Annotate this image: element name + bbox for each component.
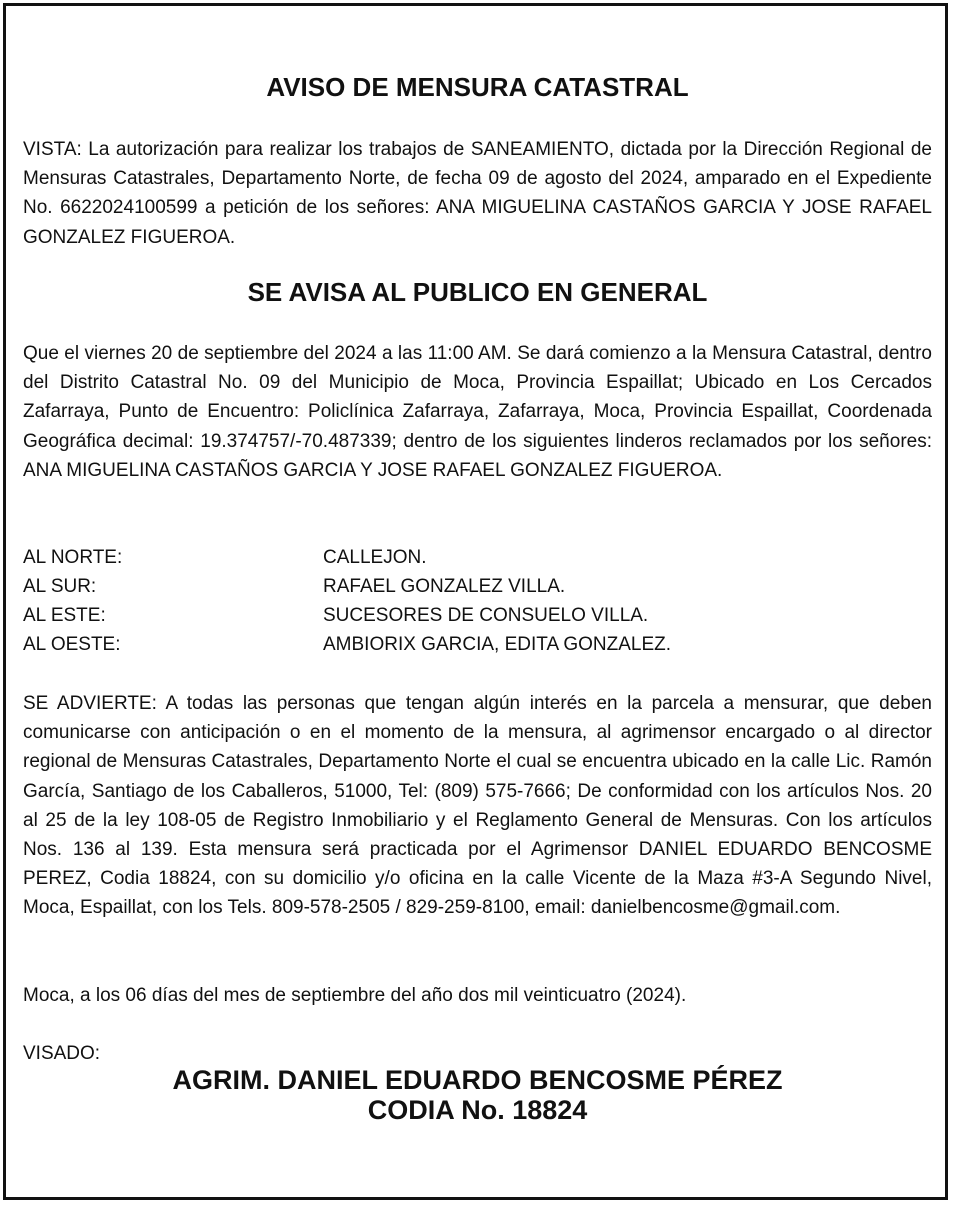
boundary-label: AL SUR: — [23, 576, 97, 597]
boundary-label: AL ESTE: — [23, 605, 106, 626]
warning-paragraph: SE ADVIERTE: A todas las personas que tengan algún interés en la parcela a mensurar, que deben comunicarse con anticipación o en el momento de la mensura, al agrimensor encargado o al director regional de Mensuras Catastrales, Departamento Norte el cual se encuentra ubicado en la calle Lic. Ramón García, Santiago de los Caballeros, 51000, Tel: (809) 575-7666; De conformidad con los artículos Nos. 20 al 25 de la ley 108-05 de Registro Inmobiliario y el Reglamento General de Mensuras. Con los artículos Nos. 136 al 139. Esta mensura será practicada por el Agrimensor DANIEL EDUARDO BENCOSME PEREZ, Codia 18824, con su domicilio y/o oficina en la calle Vicente de la Maza #3-A Segundo Nivel, Moca, Espaillat, con los Tels. 809-578-2505 / 829-259-8100, email: danielbencosme@gmail.com. — [23, 693, 932, 919]
signatory-name: AGRIM. DANIEL EDUARDO BENCOSME PÉREZ — [172, 1065, 783, 1095]
boundary-east — [23, 601, 932, 630]
boundary-value: SUCESORES DE CONSUELO VILLA. — [323, 605, 649, 626]
notice-title: AVISO DE MENSURA CATASTRAL — [266, 72, 689, 102]
boundary-south — [23, 572, 932, 601]
signatory-codia: CODIA No. 18824 — [367, 1095, 588, 1125]
visado-label: VISADO: — [23, 1043, 101, 1064]
notice-paragraph: Que el viernes 20 de septiembre del 2024 a las 11:00 AM. Se dará comienzo a la Mensura Catastral, dentro del Distrito Catastral No. 09 del Municipio de Moca, Provincia Espaillat; Ubicado en Los Cercados Zafarraya, Punto de Encuentro: Policlínica Zafarraya, Zafarraya, Moca, Provincia Espaillat, Coordenada Geográfica decimal: 19.374757/-70.487339; dentro de los siguientes linderos reclamados por los señores: ANA MIGUELINA CASTAÑOS GARCIA Y JOSE RAFAEL GONZALEZ FIGUEROA. — [23, 343, 932, 481]
boundary-label: AL OESTE: — [23, 634, 121, 655]
boundary-label: AL NORTE: — [23, 547, 123, 568]
boundary-value: RAFAEL GONZALEZ VILLA. — [323, 576, 566, 597]
boundary-value: CALLEJON. — [323, 547, 427, 568]
notice-frame — [3, 3, 948, 1200]
boundary-north — [23, 543, 932, 572]
date-line: Moca, a los 06 días del mes de septiembre del año dos mil veinticuatro (2024). — [23, 985, 687, 1006]
boundary-west — [23, 630, 932, 659]
boundary-value: AMBIORIX GARCIA, EDITA GONZALEZ. — [323, 634, 672, 655]
vista-paragraph: VISTA: La autorización para realizar los trabajos de SANEAMIENTO, dictada por la Dirección Regional de Mensuras Catastrales, Departamento Norte, de fecha 09 de agosto del 2024, amparado en el Expediente No. 6622024100599 a petición de los señores: ANA MIGUELINA CASTAÑOS GARCIA Y JOSE RAFAEL GONZALEZ FIGUEROA. — [23, 139, 932, 248]
notice-subtitle: SE AVISA AL PUBLICO EN GENERAL — [247, 277, 708, 307]
